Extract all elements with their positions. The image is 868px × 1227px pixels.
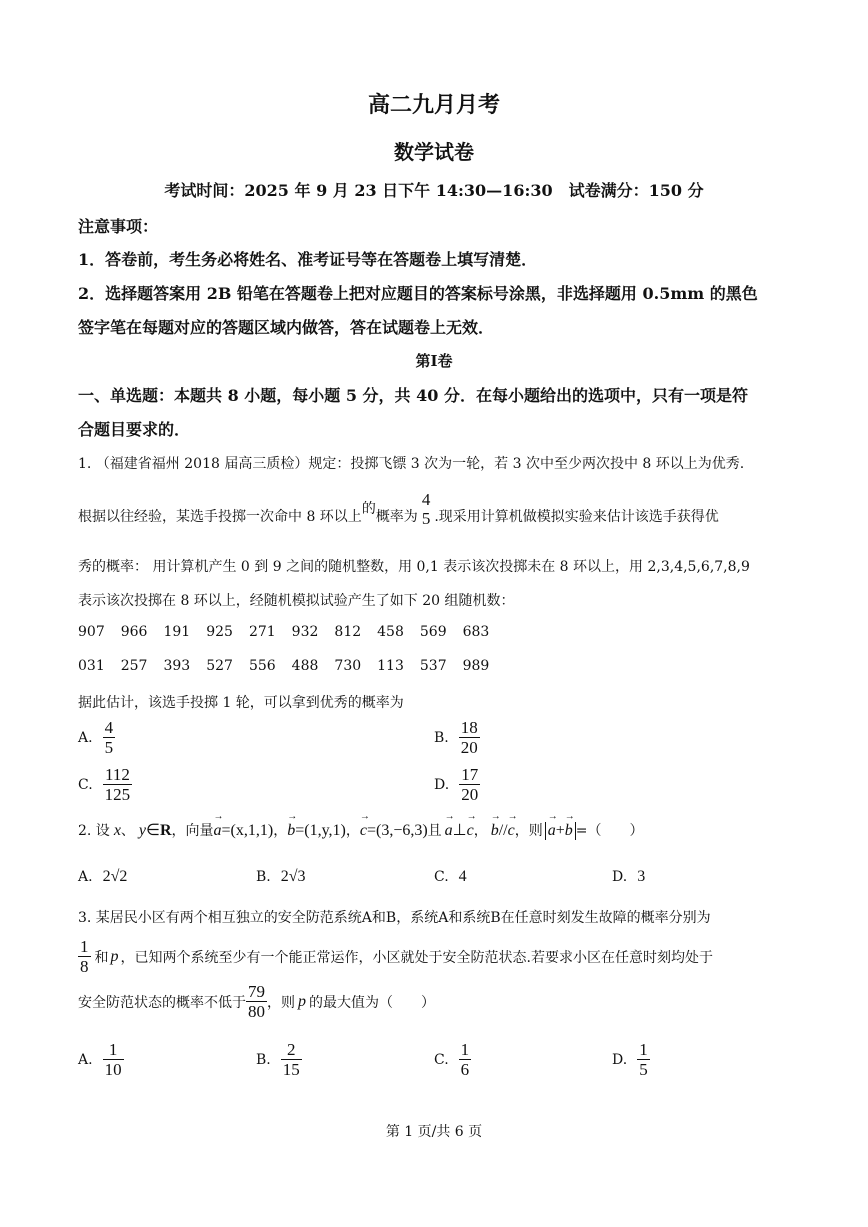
q1-line1: 1. （福建省福州 2018 届高三质检）规定：投掷飞镖 3 次为一轮，若 3 次中至少两次投中 8 环以上为优秀. <box>78 456 745 472</box>
q3-fraction-2 <box>246 982 267 1021</box>
option-label: B. <box>434 729 449 746</box>
frac-denominator: 125 <box>104 785 131 804</box>
frac-numerator: 2 <box>287 1040 296 1059</box>
parallel-symbol: // <box>498 822 508 839</box>
q2-answer-blank: =（ ） <box>575 823 644 839</box>
vector-c: → c <box>508 822 515 840</box>
q1-random-number: 031 <box>78 658 105 674</box>
q2-option-a[interactable] <box>78 868 127 886</box>
q1-random-number: 907 <box>78 624 105 640</box>
q1-random-number: 730 <box>334 658 362 674</box>
q1-line2-post: .现采用计算机做模拟实验来估计该选手获得优 <box>434 509 719 525</box>
q1-random-number: 271 <box>248 624 276 640</box>
option-label: A. <box>78 869 93 885</box>
vector-c: → c <box>360 822 367 840</box>
q3-option-b[interactable] <box>256 1040 302 1079</box>
frac-numerator: 18 <box>460 718 478 737</box>
q1-option-d[interactable] <box>434 765 480 804</box>
exam-title: 高二九月月考 <box>367 92 500 118</box>
q1-random-number: 989 <box>462 658 490 674</box>
q1-random-number: 925 <box>206 624 233 640</box>
frac-numerator: 112 <box>104 765 130 784</box>
q1-random-number: 966 <box>120 624 148 640</box>
frac-denominator: 8 <box>80 957 89 976</box>
vector-b: → b <box>491 822 499 840</box>
frac-denominator: 80 <box>248 1002 265 1021</box>
option-label: D. <box>612 1051 628 1068</box>
frac-denominator: 20 <box>461 785 479 804</box>
frac-denominator: 10 <box>104 1060 122 1079</box>
option-label: B. <box>256 1051 271 1068</box>
vector-c-value: =(3,−6,3) <box>366 822 428 839</box>
q3-line3-post: 的最大值为（ ） <box>309 994 435 1011</box>
q2-qie: 且 <box>427 823 442 839</box>
volume-label: 第Ⅰ卷 <box>415 352 453 370</box>
q3-fraction-1 <box>78 937 91 976</box>
option-label: C. <box>434 869 449 885</box>
q2-ze: ，则 <box>514 823 543 839</box>
q1-random-number: 932 <box>291 624 319 640</box>
q1-random-number: 527 <box>206 658 233 674</box>
q1-random-number: 569 <box>419 624 447 640</box>
q2-comma: ， <box>273 823 288 839</box>
vector-a: → a <box>214 822 222 840</box>
q2-number: 2. 设 <box>78 823 110 839</box>
q2-text: ，向量 <box>171 823 214 839</box>
section-heading-line1: 一、单选题：本题共 8 小题，每小题 5 分，共 40 分．在每小题给出的选项中，只有一项是符 <box>78 386 748 405</box>
abs-value-expression <box>545 822 576 840</box>
q3-line1: 3. 某居民小区有两个相互独立的安全防范系统A和B，系统A和系统B在任意时刻发生故障的概率分别为 <box>78 910 711 926</box>
q3-line3 <box>78 982 435 1021</box>
q1-line4: 表示该次投掷在 8 环以上，经随机模拟试验产生了如下 20 组随机数： <box>78 593 515 609</box>
q3-line2-post: ，已知两个系统至少有一个能正常运作，小区就处于安全防范状态.若要求小区在任意时刻均处于 <box>120 949 713 966</box>
q3-line3-pre: 安全防范状态的概率不低于 <box>78 994 246 1011</box>
q3-line2-mid: 和 <box>94 949 109 966</box>
var-y: y <box>138 822 147 839</box>
page-number: 第 1 页/共 6 页 <box>385 1124 483 1140</box>
q1-random-number: 683 <box>462 624 490 640</box>
q1-frac-numerator: 4 <box>421 490 431 509</box>
q1-random-row-1 <box>78 624 489 640</box>
q3-line2 <box>78 937 713 976</box>
option-value: 2√2 <box>102 868 128 885</box>
q1-line2-mid: 概率为 <box>375 509 418 525</box>
q1-option-b[interactable] <box>434 718 480 757</box>
q1-random-number: 458 <box>377 624 404 640</box>
vector-b: → b <box>565 822 573 839</box>
option-label: C. <box>78 776 93 793</box>
q1-random-number: 488 <box>291 658 319 674</box>
plus-symbol: + <box>555 822 565 839</box>
vector-a: → a <box>445 822 453 840</box>
q1-random-number: 812 <box>334 624 362 640</box>
option-value: 4 <box>458 868 467 885</box>
reals-symbol: R <box>159 822 172 839</box>
frac-numerator: 79 <box>248 982 265 1001</box>
q2-stem <box>78 820 643 840</box>
q1-option-a[interactable] <box>78 718 115 757</box>
q2-comma: ， <box>345 823 360 839</box>
vector-b: → b <box>287 822 295 840</box>
q2-option-b[interactable] <box>256 868 306 886</box>
exam-info: 考试时间：2025 年 9 月 23 日下午 14:30—16:30 试卷满分：150 分 <box>164 181 704 200</box>
q3-line3-mid: ，则 <box>267 994 295 1011</box>
vector-c: → c <box>467 822 474 840</box>
q1-line2 <box>78 490 719 528</box>
q1-random-row-2 <box>78 658 489 674</box>
var-x: x <box>113 822 121 839</box>
q2-sep: 、 <box>120 823 135 839</box>
q1-random-number: 257 <box>120 658 148 674</box>
q2-option-c[interactable] <box>434 868 467 886</box>
q2-comma: ， <box>473 823 488 839</box>
q1-random-number: 556 <box>248 658 276 674</box>
frac-numerator: 4 <box>104 718 114 737</box>
q1-line2-de: 的 <box>361 501 376 517</box>
q1-line2-pre: 根据以往经验，某选手投掷一次命中 8 环以上 <box>78 509 362 525</box>
frac-denominator: 5 <box>639 1060 648 1079</box>
notice-item-1: 1．答卷前，考生务必将姓名、准考证号等在答题卷上填写清楚． <box>78 250 538 269</box>
option-value: 3 <box>637 868 646 885</box>
q1-line5: 据此估计，该选手投掷 1 轮，可以拿到优秀的概率为 <box>78 695 404 711</box>
frac-numerator: 1 <box>108 1040 118 1059</box>
var-p: p <box>110 947 119 965</box>
q2-option-d[interactable] <box>612 868 645 886</box>
option-label: D. <box>434 776 450 793</box>
option-label: A. <box>78 729 93 746</box>
perp-symbol: ⊥ <box>452 822 467 839</box>
notice-heading: 注意事项： <box>78 217 159 236</box>
q1-random-number: 537 <box>419 658 447 674</box>
vector-a-value: =(x,1,1) <box>221 822 274 839</box>
q3-option-a[interactable] <box>78 1040 124 1079</box>
option-label: D. <box>612 869 628 885</box>
q1-line3: 秀的概率： 用计算机产生 0 到 9 之间的随机整数，用 0,1 表示该次投掷未在 8 环以上，用 2,3,4,5,6,7,8,9 <box>78 559 750 575</box>
q1-probability-fraction <box>420 490 433 528</box>
frac-numerator: 17 <box>461 765 479 784</box>
frac-denominator: 6 <box>460 1060 470 1079</box>
exam-subtitle: 数学试卷 <box>394 140 474 164</box>
q1-random-number: 191 <box>163 624 191 640</box>
section-heading-line2: 合题目要求的． <box>78 420 191 439</box>
frac-denominator: 20 <box>460 738 478 757</box>
option-label: A. <box>78 1051 93 1068</box>
var-p: p <box>298 992 306 1010</box>
notice-item-2-line2: 签字笔在每题对应的答题区域内做答，答在试题卷上无效． <box>78 318 495 337</box>
q1-frac-denominator: 5 <box>421 509 431 528</box>
q3-option-d[interactable] <box>612 1040 650 1079</box>
notice-item-2-line1: 2．选择题答案用 2B 铅笔在答题卷上把对应题目的答案标号涂黑，非选择题用 0.5mm 的黑色 <box>78 284 758 303</box>
q1-random-number: 393 <box>163 658 191 674</box>
frac-denominator: 15 <box>282 1060 300 1079</box>
frac-numerator: 1 <box>639 1040 648 1059</box>
frac-numerator: 1 <box>80 937 89 956</box>
option-value: 2√3 <box>280 868 306 885</box>
vector-a: → a <box>548 822 556 839</box>
option-label: B. <box>256 869 271 885</box>
frac-numerator: 1 <box>460 1040 470 1059</box>
option-label: C. <box>434 1051 449 1068</box>
q1-option-c[interactable] <box>78 765 132 804</box>
in-symbol: ∈ <box>146 822 160 839</box>
vector-b-value: =(1,y,1) <box>295 822 346 839</box>
frac-denominator: 5 <box>104 738 114 757</box>
q3-option-c[interactable] <box>434 1040 471 1079</box>
q1-random-number: 113 <box>377 658 404 674</box>
